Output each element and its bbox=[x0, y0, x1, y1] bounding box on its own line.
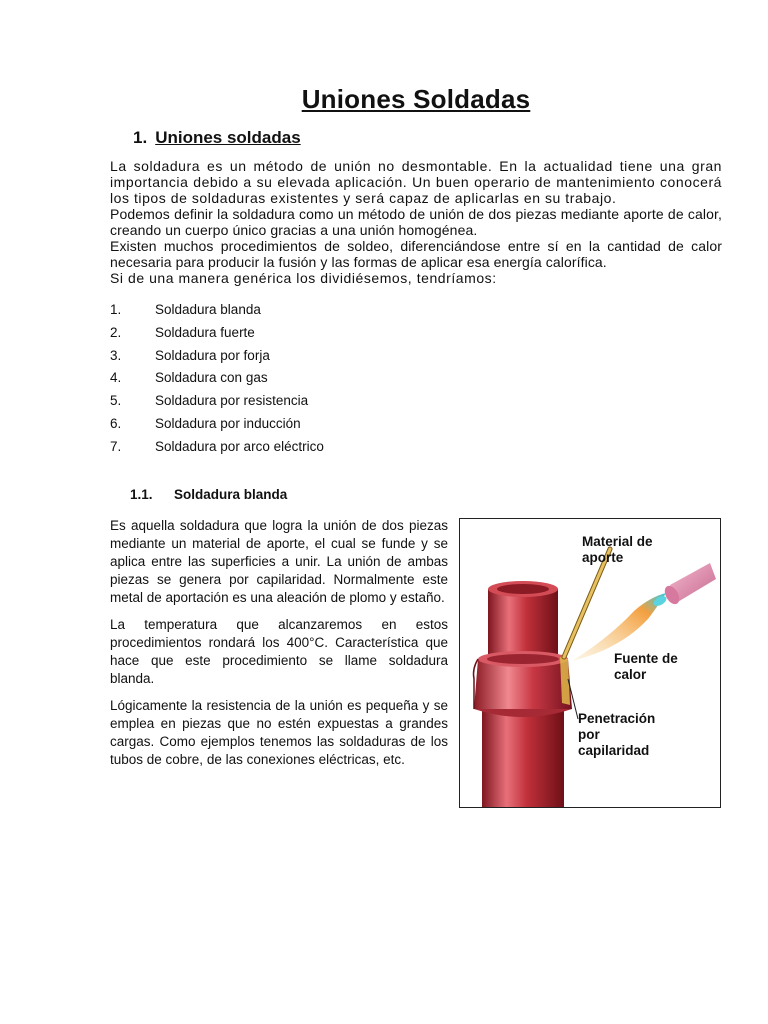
torch bbox=[662, 563, 716, 607]
list-item-number: 1. bbox=[110, 302, 122, 317]
list-item-label: Soldadura con gas bbox=[155, 370, 268, 386]
list-item-label: Soldadura por forja bbox=[155, 347, 270, 363]
list-item bbox=[110, 413, 510, 436]
list-item-number: 7. bbox=[110, 438, 122, 454]
intro-paragraph: Existen muchos procedimientos de soldeo, diferenciándose entre sí en la cantidad de calor necesaria para producir la fusión y las formas de aplicar esa energía calorífica. bbox=[110, 238, 722, 270]
list-item-number: 4. bbox=[110, 370, 122, 386]
section-heading bbox=[133, 128, 301, 148]
subsection-number: 1.1. bbox=[130, 487, 153, 502]
list-item bbox=[110, 390, 510, 413]
section-heading-text: Uniones soldadas bbox=[155, 128, 301, 147]
body-paragraph: La temperatura que alcanzaremos en estos procedimientos rondará los 400°C. Característica que hace que este procedimiento se llame soldadura blanda. bbox=[110, 617, 448, 686]
soldering-figure bbox=[459, 518, 721, 808]
subsection-heading-text: Soldadura blanda bbox=[174, 487, 288, 502]
list-item-number: 3. bbox=[110, 347, 122, 363]
list-item-number: 6. bbox=[110, 415, 122, 431]
list-item bbox=[110, 367, 510, 390]
page-title: Uniones Soldadas bbox=[301, 84, 531, 114]
soldadura-blanda-text bbox=[110, 517, 448, 778]
intro-text bbox=[110, 158, 722, 286]
list-item bbox=[110, 322, 510, 345]
pipe-socket bbox=[474, 651, 573, 709]
list-item-label: Soldadura blanda bbox=[155, 302, 261, 317]
body-paragraph: Es aquella soldadura que logra la unión de dos piezas mediante un material de aporte, el cual se funde y se aplica entre las superficies a unir. La unión de ambas piezas se genera por capilaridad. Normalmente este metal de aportación es una aleación de plomo y estaño. bbox=[110, 518, 448, 605]
list-item bbox=[110, 299, 510, 322]
intro-paragraph: Si de una manera genérica los dividiésemos, tendríamos: bbox=[110, 270, 497, 286]
list-item-number: 5. bbox=[110, 393, 122, 409]
list-item bbox=[110, 436, 510, 459]
list-item-label: Soldadura por arco eléctrico bbox=[155, 438, 324, 454]
intro-paragraph: La soldadura es un método de unión no desmontable. En la actualidad tiene una gran importancia debido a su elevada aplicación. Un buen operario de mantenimiento conocerá los tipos de soldaduras existentes y será capaz de aplicarlas en su trabajo. bbox=[110, 158, 722, 206]
section-number: 1. bbox=[133, 128, 148, 147]
list-item-number: 2. bbox=[110, 324, 122, 340]
welding-types-list bbox=[110, 299, 510, 459]
body-paragraph: Lógicamente la resistencia de la unión es pequeña y se emplea en piezas que no estén expuestas a grandes cargas. Como ejemplos tenemos las soldaduras de los tubos de cobre, de las conexiones eléctricas, etc. bbox=[110, 698, 448, 767]
list-item-label: Soldadura por resistencia bbox=[155, 393, 309, 409]
label-fuente-de-calor: Fuente de calor bbox=[614, 651, 678, 682]
label-penetracion-por-capilaridad: Penetración por capilaridad bbox=[578, 711, 656, 758]
list-item bbox=[110, 345, 510, 368]
label-material-de-aporte: Material de aporte bbox=[582, 534, 653, 565]
lower-pipe bbox=[474, 709, 572, 808]
list-item-label: Soldadura por inducción bbox=[155, 415, 301, 431]
intro-paragraph: Podemos definir la soldadura como un método de unión de dos piezas mediante aporte de calor, creando un cuerpo único gracias a una unión homogénea. bbox=[110, 206, 722, 238]
list-item-label: Soldadura fuerte bbox=[155, 324, 255, 340]
subsection-heading bbox=[130, 487, 287, 502]
